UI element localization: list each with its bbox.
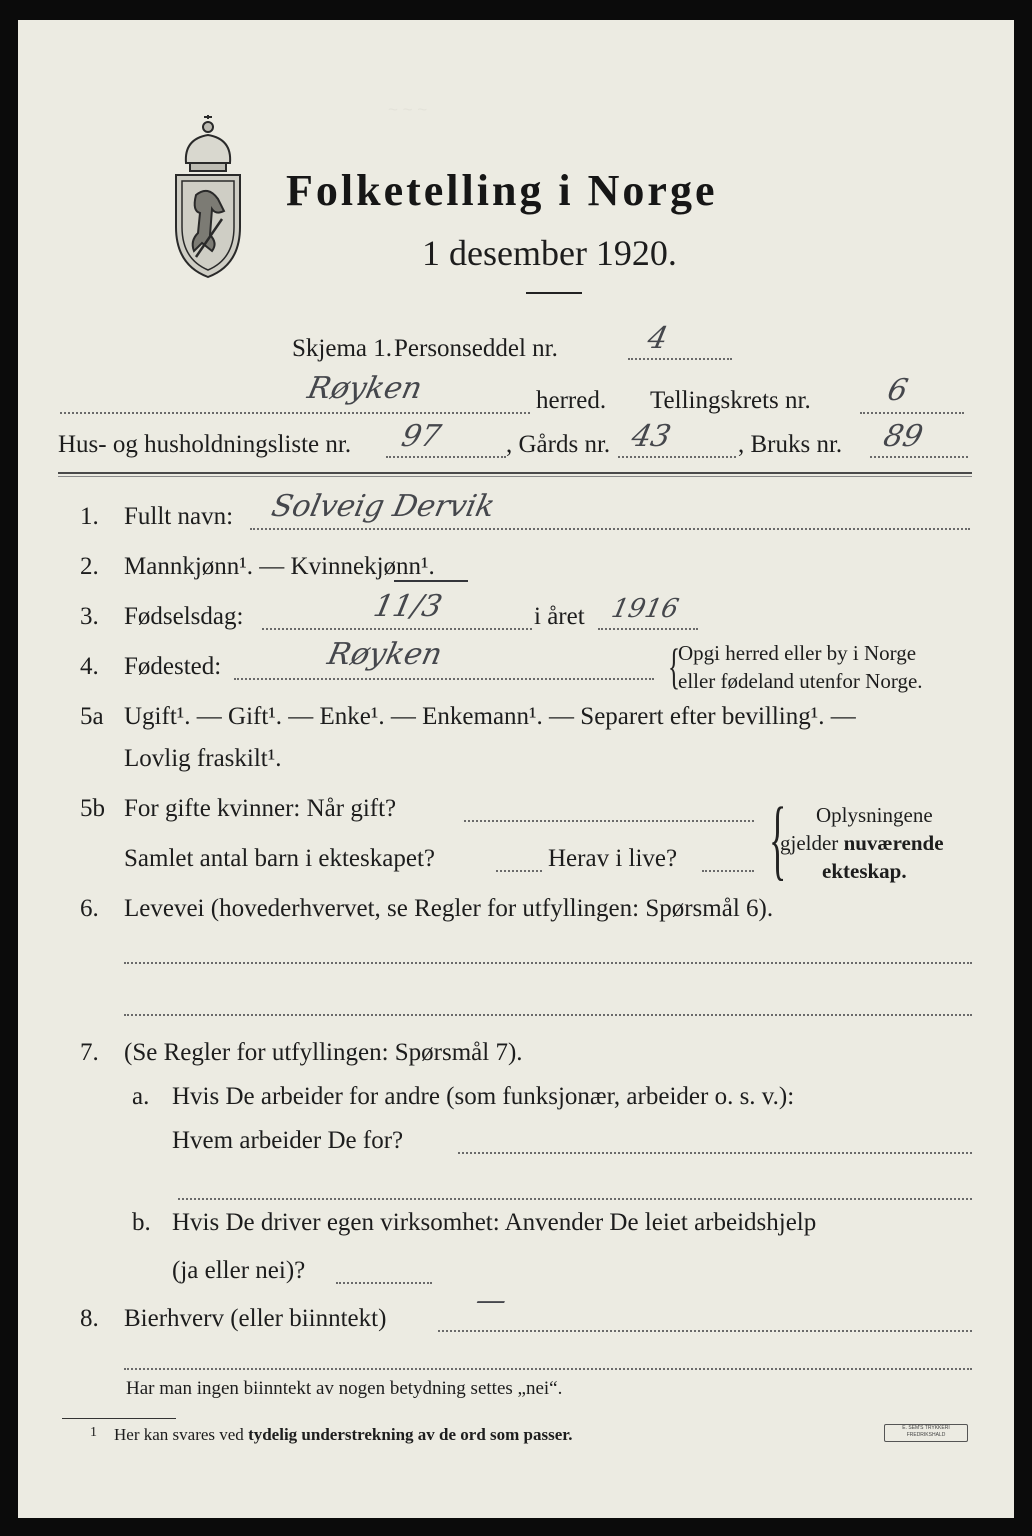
year-label: i året xyxy=(534,603,585,630)
footnote-text xyxy=(114,1424,573,1446)
husliste-value: 97 xyxy=(398,419,445,454)
q6-line2 xyxy=(124,1014,972,1016)
q8-number: 8. xyxy=(80,1305,99,1332)
q7-text: (Se Regler for utfyllingen: Spørsmål 7). xyxy=(124,1039,523,1066)
q5a-line2: Lovlig fraskilt¹. xyxy=(124,745,282,772)
q5b-number: 5b xyxy=(80,795,105,822)
form-title: Folketelling i Norge xyxy=(286,166,718,215)
census-date: 1 desember 1920. xyxy=(422,233,677,273)
q4-number: 4. xyxy=(80,653,99,680)
header-rule xyxy=(58,472,972,474)
q5a-line1: Ugift¹. — Gift¹. — Enke¹. — Enkemann¹. — Separert efter bevilling¹. — xyxy=(124,703,856,730)
gards-line xyxy=(618,456,736,458)
header-rule-thin xyxy=(58,476,972,477)
birthday-value: 11/3 xyxy=(370,589,446,624)
q1-line xyxy=(250,528,970,530)
husliste-line xyxy=(386,456,506,458)
q7b-line2: (ja eller nei)? xyxy=(172,1257,306,1284)
herred-line xyxy=(60,412,530,414)
footnote-mark: 1 xyxy=(90,1425,97,1440)
personseddel-value: 4 xyxy=(644,321,671,356)
q7a-line2: Hvem arbeider De for? xyxy=(172,1127,404,1154)
q3-line xyxy=(262,628,532,630)
q4-line xyxy=(234,678,654,680)
q5b-children-label: Samlet antal barn i ekteskapet? xyxy=(124,845,435,872)
footnote-rule xyxy=(62,1418,176,1419)
bleed-through-text: ~ ~ ~ xyxy=(388,100,428,119)
q3-number: 3. xyxy=(80,603,99,630)
q6-line1 xyxy=(124,962,972,964)
q5b-children-line xyxy=(496,870,542,872)
personseddel-line xyxy=(628,358,732,360)
q1-number: 1. xyxy=(80,503,99,530)
q7b-label: b. xyxy=(132,1209,151,1236)
q7b-line xyxy=(336,1282,432,1284)
bruks-line xyxy=(870,456,968,458)
q5b-alive-line xyxy=(702,870,754,872)
q3-label: Fødselsdag: xyxy=(124,603,244,630)
footnote-text-b: tydelig understrekning av de ord som passer. xyxy=(248,1425,573,1444)
q5b-note2 xyxy=(780,830,944,856)
bruks-label: , Bruks nr. xyxy=(738,431,843,458)
kvinnekjonn-underline xyxy=(394,580,468,582)
bruks-value: 89 xyxy=(880,419,927,454)
herred-value: Røyken xyxy=(304,371,426,406)
q4-note-line2: eller fødeland utenfor Norge. xyxy=(678,669,923,693)
q4-label: Fødested: xyxy=(124,653,222,680)
q5b-note2b: nuværende xyxy=(843,831,944,855)
q5b-note1: Oplysningene xyxy=(816,803,933,827)
birthplace-value: Røyken xyxy=(324,637,446,672)
q6-number: 6. xyxy=(80,895,99,922)
herred-label: herred. xyxy=(536,387,607,414)
q8-note: Har man ingen biinntekt av nogen betydning settes „nei“. xyxy=(126,1378,563,1399)
q5b-note2a: gjelder xyxy=(780,831,844,855)
q7a-employer-line xyxy=(458,1152,972,1154)
skjema-label: Skjema 1. xyxy=(292,335,392,362)
full-name-value: Solveig Dervik xyxy=(268,489,498,524)
husliste-label: Hus- og husholdningsliste nr. xyxy=(58,431,352,458)
q5b-line1: For gifte kvinner: Når gift? xyxy=(124,795,397,822)
q4-brace: { xyxy=(668,638,680,694)
personseddel-label: Personseddel nr. xyxy=(394,335,558,362)
q7b-line1: Hvis De driver egen virksomhet: Anvender De leiet arbeidshjelp xyxy=(172,1209,817,1236)
q8-line xyxy=(438,1330,972,1332)
footnote-text-a: Her kan svares ved xyxy=(114,1425,249,1444)
q7-number: 7. xyxy=(80,1039,99,1066)
q7a-extra-line xyxy=(178,1198,972,1200)
year-line xyxy=(598,628,698,630)
tellingskrets-value: 6 xyxy=(884,373,911,408)
norway-coat-of-arms-icon xyxy=(166,115,250,280)
title-rule xyxy=(526,292,582,294)
gards-label: , Gårds nr. xyxy=(506,431,611,458)
census-form xyxy=(18,20,1014,1518)
gards-value: 43 xyxy=(628,419,675,454)
q5b-married-line xyxy=(464,820,754,822)
birth-year-value: 1916 xyxy=(608,594,682,624)
q2-number: 2. xyxy=(80,553,99,580)
q8-label: Bierhverv (eller biinntekt) xyxy=(124,1305,387,1332)
q7a-line1: Hvis De arbeider for andre (som funksjonær, arbeider o. s. v.): xyxy=(172,1083,795,1110)
q5b-note3: ekteskap. xyxy=(822,859,907,883)
q5a-number: 5a xyxy=(80,703,104,730)
q1-label: Fullt navn: xyxy=(124,503,234,530)
side-income-value: — xyxy=(472,1283,510,1318)
q6-text: Levevei (hovederhvervet, se Regler for utfyllingen: Spørsmål 6). xyxy=(124,895,774,922)
tellingskrets-label: Tellingskrets nr. xyxy=(650,387,811,414)
q5b-alive-label: Herav i live? xyxy=(548,845,678,872)
q8-line2 xyxy=(124,1368,972,1370)
tellingskrets-line xyxy=(860,412,964,414)
printer-stamp: E. SEM'S TRYKKERI FREDRIKSHALD xyxy=(884,1424,968,1442)
q7a-label: a. xyxy=(132,1083,150,1110)
q2-sex-options: Mannkjønn¹. — Kvinnekjønn¹. xyxy=(124,553,435,580)
q5b-brace: { xyxy=(768,790,787,889)
q4-note-line1: Opgi herred eller by i Norge xyxy=(678,641,917,665)
